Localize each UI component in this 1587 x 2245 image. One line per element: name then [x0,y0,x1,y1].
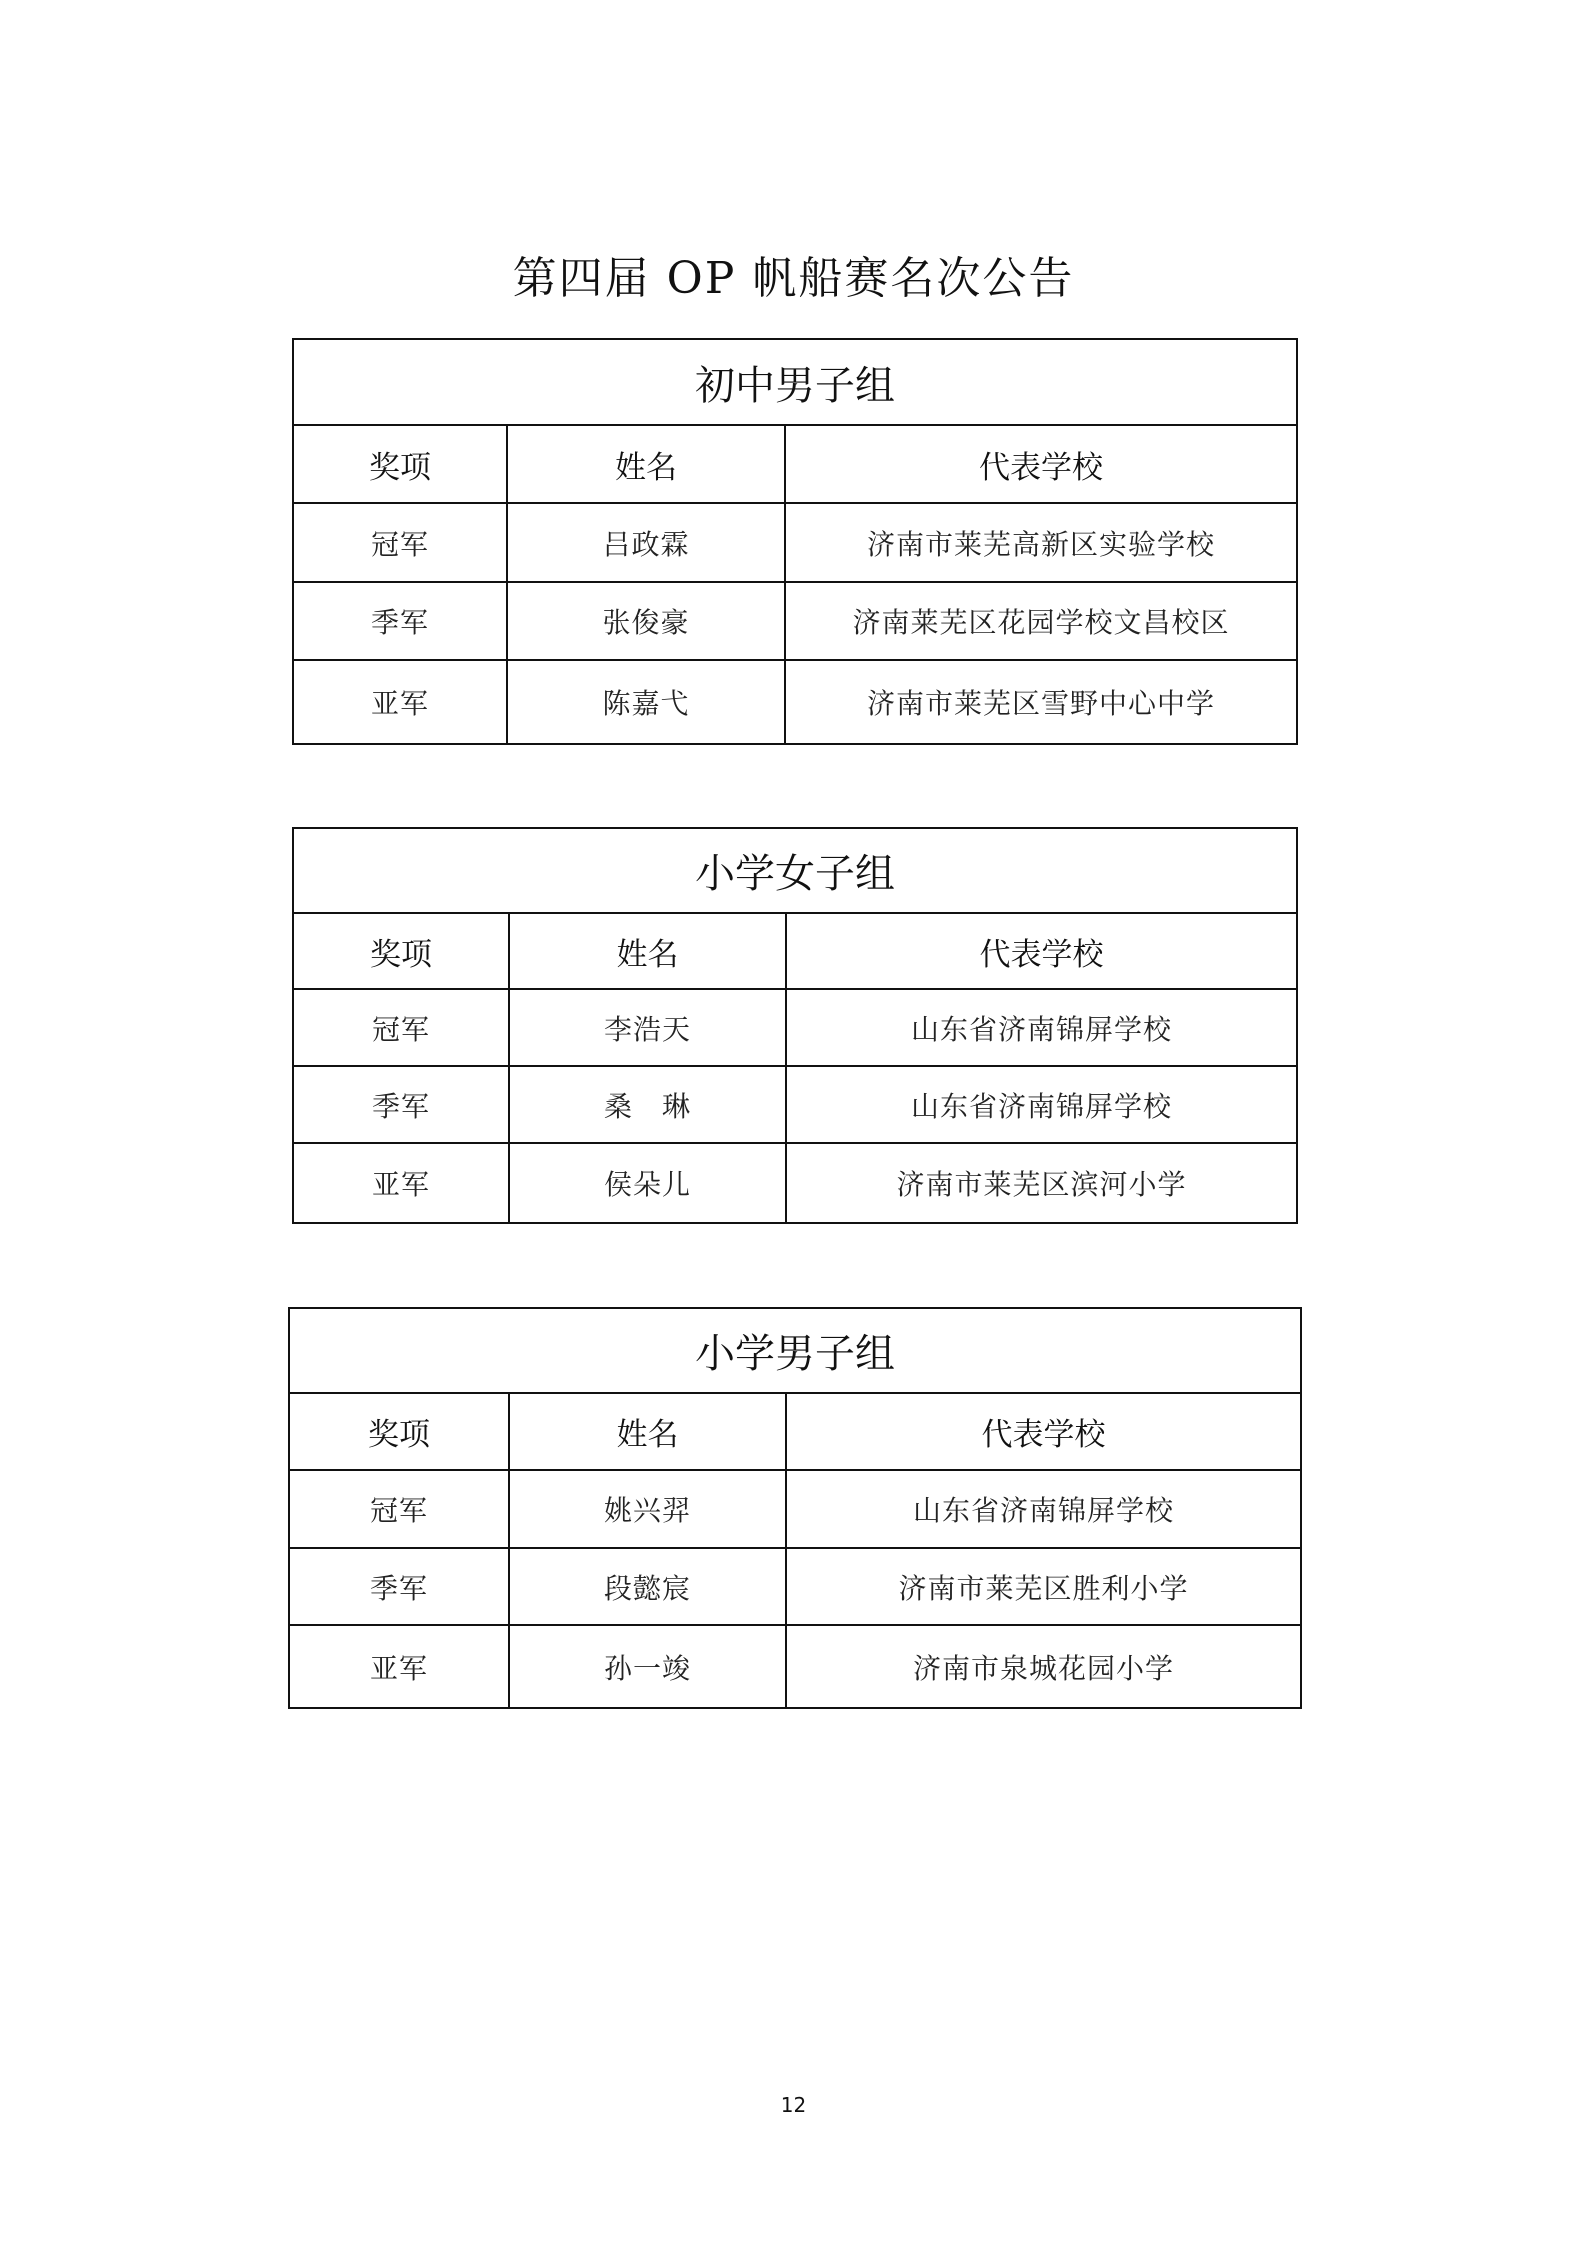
page-number: 12 [780,2093,807,2117]
column-header-name: 姓名 [509,913,786,989]
name-cell: 李浩天 [509,989,786,1066]
award-cell: 亚军 [293,1143,509,1223]
award-cell: 季军 [289,1548,509,1625]
table-row [293,989,1297,1066]
name-cell: 张俊豪 [507,582,785,660]
table-row [293,1143,1297,1223]
results-table-primary-girls [292,827,1298,1224]
table-row [293,1066,1297,1143]
name-cell: 陈嘉弋 [507,660,785,744]
column-header-school: 代表学校 [786,1393,1301,1470]
group-title: 初中男子组 [293,339,1297,425]
column-header-school: 代表学校 [785,425,1297,503]
award-cell: 亚军 [289,1625,509,1708]
school-cell: 济南市泉城花园小学 [786,1625,1301,1708]
school-cell: 济南莱芜区花园学校文昌校区 [785,582,1297,660]
group-title: 小学女子组 [293,828,1297,913]
group-title-row [293,339,1297,425]
award-cell: 冠军 [289,1470,509,1548]
school-cell: 山东省济南锦屏学校 [786,1066,1297,1143]
table-row [293,503,1297,582]
column-header-name: 姓名 [507,425,785,503]
name-cell: 桑 琳 [509,1066,786,1143]
award-cell: 冠军 [293,989,509,1066]
group-title-row [293,828,1297,913]
name-cell: 段懿宸 [509,1548,786,1625]
group-title: 小学男子组 [289,1308,1301,1393]
results-table-primary-boys [288,1307,1302,1709]
school-cell: 济南市莱芜区胜利小学 [786,1548,1301,1625]
table-row [289,1548,1301,1625]
table-row [289,1470,1301,1548]
school-cell: 山东省济南锦屏学校 [786,1470,1301,1548]
name-cell: 姚兴羿 [509,1470,786,1548]
group-title-row [289,1308,1301,1393]
column-header-award: 奖项 [293,913,509,989]
name-cell: 孙一竣 [509,1625,786,1708]
school-cell: 山东省济南锦屏学校 [786,989,1297,1066]
school-cell: 济南市莱芜区雪野中心中学 [785,660,1297,744]
award-cell: 季军 [293,1066,509,1143]
award-cell: 冠军 [293,503,507,582]
column-header-school: 代表学校 [786,913,1297,989]
award-cell: 亚军 [293,660,507,744]
school-cell: 济南市莱芜区滨河小学 [786,1143,1297,1223]
table-row [293,582,1297,660]
column-header-name: 姓名 [509,1393,786,1470]
name-cell: 侯朵儿 [509,1143,786,1223]
name-cell: 吕政霖 [507,503,785,582]
column-header-award: 奖项 [289,1393,509,1470]
results-table-junior-high-boys [292,338,1298,745]
document-title: 第四届 OP 帆船赛名次公告 [512,253,1075,304]
column-header-award: 奖项 [293,425,507,503]
school-cell: 济南市莱芜高新区实验学校 [785,503,1297,582]
header-row [289,1393,1301,1470]
award-cell: 季军 [293,582,507,660]
table-row [289,1625,1301,1708]
table-row [293,660,1297,744]
header-row [293,425,1297,503]
header-row [293,913,1297,989]
